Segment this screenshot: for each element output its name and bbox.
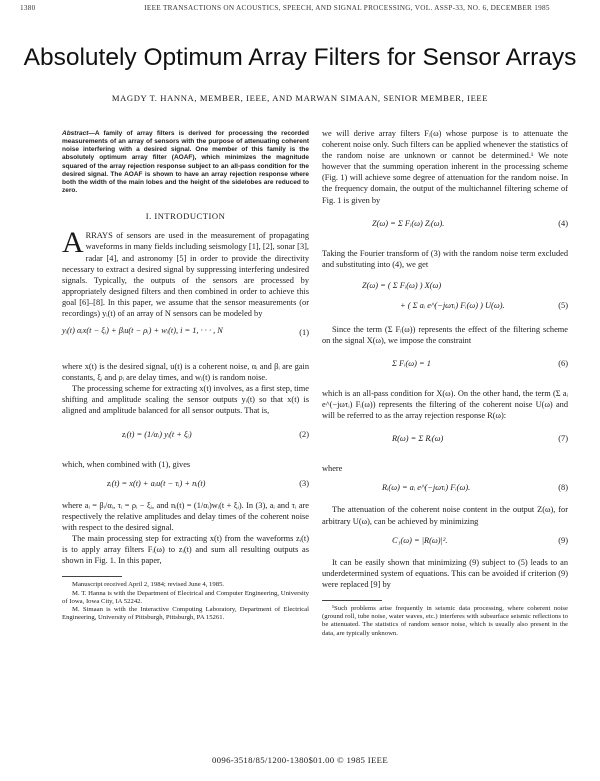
footnote-rule <box>62 576 122 577</box>
equation-8-number: (8) <box>558 483 568 493</box>
right-paragraph-1: we will derive array filters Fᵢ(ω) whose purpose is to attenuate the coherent noise only. Such filters can be applied whenever the statistics of the random noise are unknown or cannot be determined.¹ We note however that the summing operation inherent in the processing scheme (Fig. 1) will achieve some degree of attenuation for the random noise. In the frequency domain, the output of the multichannel filtering scheme of Fig. 1 is given by <box>322 129 568 205</box>
equation-3-number: (3) <box>299 478 309 488</box>
equation-4 <box>322 210 568 244</box>
abstract-label: Abstract— <box>62 130 95 137</box>
intro-paragraph-5: where aᵢ = βᵢ/αᵢ, τᵢ = ρᵢ − ξᵢ, and nᵢ(t) = (1/αᵢ)wᵢ(t + ξᵢ). In (3), aᵢ and τᵢ are respectively the relative amplitudes and delay times of the coherent noise with respect to the desired signal. <box>62 500 309 532</box>
equation-6-body: Σ Fᵢ(ω) = 1 <box>392 359 431 369</box>
right-paragraph-3: Since the term (Σ Fᵢ(ω)) represents the effect of the filtering scheme on the signal X(ω), we impose the constraint <box>322 324 568 345</box>
equation-1-number: (1) <box>299 328 309 338</box>
right-paragraph-2: Taking the Fourier transform of (3) with the random noise term excluded and substituting into (4), we get <box>322 248 568 269</box>
intro-paragraph-1-text: RRAYS of sensors are used in the measurement of propagating waveforms in many fields including seismology [1], [2], sonar [3], radar [4], and astronomy [5] in order to provide the directivity necessary to extract a desired signal by suppressing interfering undesired signals. Typically, the outputs of the sensors are processed by appropriately designed filters and then combined in order to achieve this goal [6]–[8]. In this paper, we assume that the sensor measurements (or recordings) yᵢ(t) of an array of N sensors can be modeled by <box>62 231 309 318</box>
equation-5b-body: + ( Σ aᵢ e^(−jωτᵢ) Fᵢ(ω) ) U(ω). <box>400 300 505 310</box>
equation-7-body: R(ω) = Σ Rᵢ(ω) <box>392 434 444 444</box>
footnote-simaan: M. Simaan is with the Interactive Computing Laboratory, Department of Electrical Engineering, University of Pittsburgh, Pittsburgh, PA 15261. <box>62 606 309 622</box>
paper-title: Absolutely Optimum Array Filters for Sensor Arrays <box>23 44 577 71</box>
intro-paragraph-1 <box>62 226 309 319</box>
equation-7-number: (7) <box>558 434 568 444</box>
equation-5-number: (5) <box>558 300 568 310</box>
right-footnote-rule <box>322 600 382 601</box>
intro-paragraph-4: which, when combined with (1), gives <box>62 459 191 469</box>
footnote-received: Manuscript received April 2, 1984; revised June 4, 1985. <box>72 581 225 589</box>
page-number: 1380 <box>20 4 36 12</box>
equation-2-number: (2) <box>299 429 309 439</box>
drop-cap: A <box>62 226 84 260</box>
equation-9-number: (9) <box>558 535 568 545</box>
right-column <box>322 128 568 638</box>
equation-5a-body: Z(ω) = ( Σ Fᵢ(ω) ) X(ω) <box>362 280 442 290</box>
equation-3 <box>62 474 309 496</box>
equation-2 <box>62 421 309 455</box>
footnote-1: ¹Such problems arise frequently in seismic data processing, where coherent noise (ground roll, tube noise, water waves, etc.) interferes with subsurface seismic reflections to be attenuated. The statistics of random sensor noise, which is usually also present in the data, are typically unknown. <box>322 604 568 637</box>
equation-6 <box>322 350 568 384</box>
section-heading-introduction: I. INTRODUCTION <box>145 211 226 222</box>
right-paragraph-5: where <box>322 464 343 474</box>
author-line: MAGDY T. HANNA, MEMBER, IEEE, AND MARWAN SIMAAN, SENIOR MEMBER, IEEE <box>111 93 489 103</box>
equation-1 <box>62 323 309 357</box>
right-paragraph-4: which is an all-pass condition for X(ω). On the other hand, the term (Σ aᵢ e^(−jωτᵢ) Fᵢ(ω)) represents the filtering of the coherent noise U(ω) and will be referred to as the array rejection response R(ω): <box>322 389 568 421</box>
intro-paragraph-6: The main processing step for extracting x(t) from the waveforms zᵢ(t) is to apply array filters Fᵢ(ω) to zᵢ(t) and sum all resulting outputs as shown in Fig. 1. In this paper, <box>62 533 309 566</box>
equation-9 <box>322 531 568 553</box>
copyright-identifier: 0096-3518/85/1200-1380$01.00 © 1985 IEEE <box>211 755 389 765</box>
equation-9-body: C₁(ω) = |R(ω)|². <box>392 535 448 545</box>
abstract <box>62 130 309 195</box>
abstract-text: A family of array filters is derived for processing the recorded measurements of an array of sensors with the purpose of attenuating coherent noise interfering with a desired signal. One member of this family is the absolutely optimum array filter (AOAF), which minimizes the magnitude squared of the array rejection response subject to an all-pass condition for the desired signal. The AOAF is shown to have an array rejection response where both the width of the main lobes and the height of the sidelobes are reduced to zero. <box>62 130 309 195</box>
equation-7 <box>322 425 568 459</box>
equation-3-body: zᵢ(t) = x(t) + aᵢu(t − τᵢ) + nᵢ(t) <box>107 478 206 488</box>
equation-6-number: (6) <box>558 359 568 369</box>
intro-paragraph-2: where x(t) is the desired signal, u(t) is a coherent noise, αᵢ and βᵢ are gain constants, ξᵢ and ρᵢ are delay times, and wᵢ(t) is random noise. <box>62 362 309 383</box>
footnote-hanna: M. T. Hanna is with the Department of Electrical and Computer Engineering, University of Iowa, Iowa City, IA 52242. <box>62 589 309 605</box>
intro-paragraph-3: The processing scheme for extracting x(t) involves, as a first step, time shifting and amplitude scaling the sensor outputs yᵢ(t) so that x(t) is aligned and amplitude balanced for all sensor outputs. That is, <box>62 384 309 416</box>
right-paragraph-7: It can be easily shown that minimizing (9) subject to (5) leads to an underdetermined system of equations. This can be avoided if criterion (9) were replaced [9] by <box>322 557 568 589</box>
journal-header: IEEE TRANSACTIONS ON ACOUSTICS, SPEECH, AND SIGNAL PROCESSING, VOL. ASSP-33, NO. 6, DECEMBER 1985 <box>144 4 550 12</box>
running-header <box>20 4 578 18</box>
right-paragraph-6: The attenuation of the coherent noise content in the output Z(ω), for arbitrary U(ω), can be achieved by minimizing <box>322 505 568 526</box>
left-column <box>62 130 309 623</box>
equation-8-body: Rᵢ(ω) = aᵢ e^(−jωτᵢ) Fᵢ(ω). <box>382 483 471 493</box>
equation-2-body: zᵢ(t) = (1/αᵢ) yᵢ(t + ξᵢ) <box>122 429 192 439</box>
equation-1-body: yᵢ(t) αᵢx(t − ξᵢ) + βᵢu(t − ρᵢ) + wᵢ(t), i = 1, · · · , N <box>62 326 223 336</box>
equation-4-number: (4) <box>558 218 568 228</box>
equation-5 <box>322 274 568 320</box>
equation-4-body: Z(ω) = Σ Fᵢ(ω) Zᵢ(ω). <box>372 218 445 228</box>
equation-8 <box>322 478 568 500</box>
